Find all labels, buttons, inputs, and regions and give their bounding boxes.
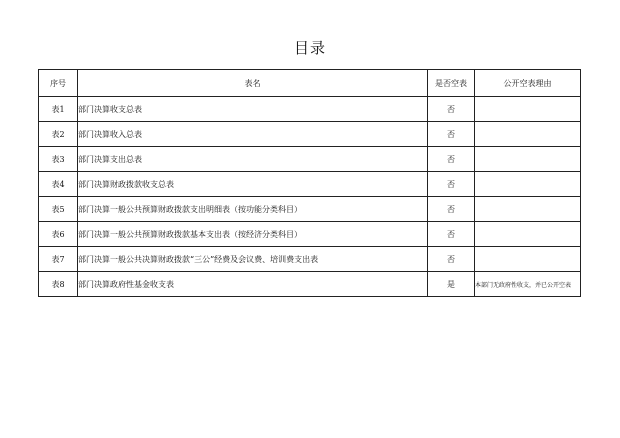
row-name: 部门决算一般公共决算财政拨款“三公”经费及会议费、培训费支出表: [78, 247, 428, 272]
row-seq: 表1: [39, 97, 78, 122]
row-name: 部门决算一般公共预算财政拨款基本支出表（按经济分类科目）: [78, 222, 428, 247]
row-reason: [475, 97, 581, 122]
row-name: 部门决算财政拨款收支总表: [78, 172, 428, 197]
header-reason: 公开空表理由: [475, 70, 581, 97]
row-is-empty: 否: [428, 97, 475, 122]
row-is-empty: 否: [428, 147, 475, 172]
row-name: 部门决算收支总表: [78, 97, 428, 122]
row-seq: 表6: [39, 222, 78, 247]
row-seq: 表4: [39, 172, 78, 197]
row-is-empty: 否: [428, 222, 475, 247]
table-row: [39, 147, 581, 172]
row-name: 部门决算政府性基金收支表: [78, 272, 428, 297]
table-row: [39, 247, 581, 272]
row-reason: 本部门无政府性收支，并已公开空表: [475, 272, 581, 297]
row-is-empty: 否: [428, 122, 475, 147]
table-row: [39, 197, 581, 222]
row-seq: 表7: [39, 247, 78, 272]
header-seq: 序号: [39, 70, 78, 97]
row-seq: 表3: [39, 147, 78, 172]
catalog-table: [38, 69, 581, 297]
row-is-empty: 否: [428, 172, 475, 197]
table-row: [39, 172, 581, 197]
row-name: 部门决算支出总表: [78, 147, 428, 172]
row-reason: [475, 247, 581, 272]
row-is-empty: 否: [428, 247, 475, 272]
row-seq: 表8: [39, 272, 78, 297]
table-row: [39, 272, 581, 297]
row-reason: [475, 222, 581, 247]
row-reason: [475, 197, 581, 222]
row-is-empty: 否: [428, 197, 475, 222]
row-name: 部门决算一般公共预算财政拨款支出明细表（按功能分类科目）: [78, 197, 428, 222]
row-reason: [475, 122, 581, 147]
table-row: [39, 122, 581, 147]
row-seq: 表5: [39, 197, 78, 222]
row-reason: [475, 172, 581, 197]
header-name: 表名: [78, 70, 428, 97]
header-is-empty: 是否空表: [428, 70, 475, 97]
page-title: 目录: [293, 39, 326, 57]
table-header-row: [39, 70, 581, 97]
table-row: [39, 97, 581, 122]
row-is-empty: 是: [428, 272, 475, 297]
row-seq: 表2: [39, 122, 78, 147]
table-row: [39, 222, 581, 247]
row-reason: [475, 147, 581, 172]
row-name: 部门决算收入总表: [78, 122, 428, 147]
